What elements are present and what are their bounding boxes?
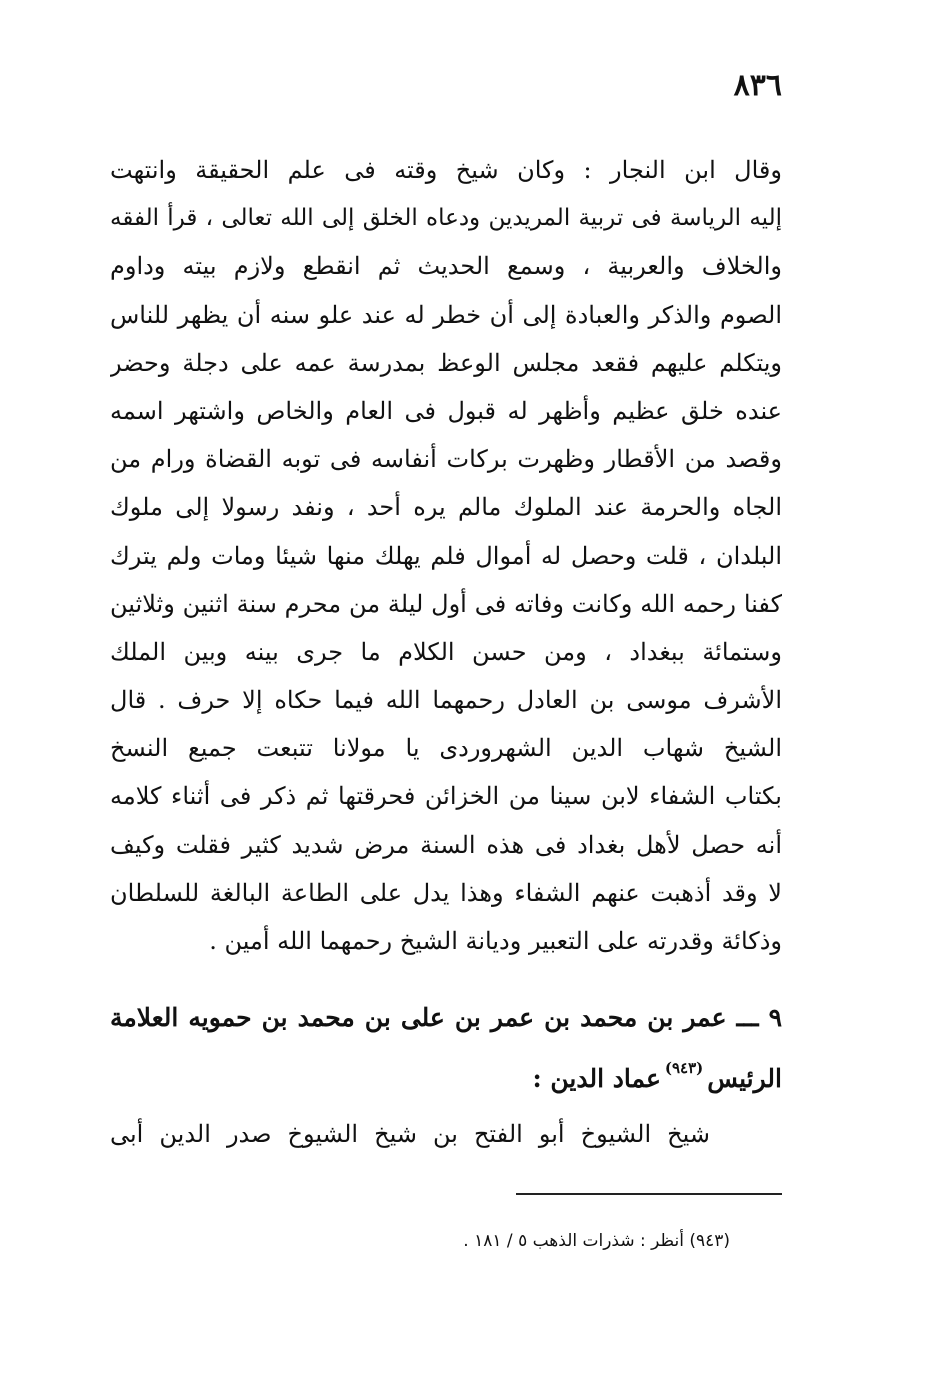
text-line: الجاه والحرمة عند الملوك مالم يره أحد ، ونفد رسولا إلى ملوك [110, 493, 782, 522]
heading-line [110, 1043, 782, 1093]
text-line: الشيخ شهاب الدين الشهروردى يا مولانا تتبعت جميع النسخ [110, 734, 782, 763]
text-line: الصوم والذكر والعبادة إلى أن خطر له عند علو سنه أن يظهر للناس [110, 300, 782, 329]
entry-text-start: شيخ الشيوخ أبو الفتح بن شيخ الشيوخ صدر الدين أبى [110, 1120, 710, 1148]
page-number: ٨٣٦ [733, 68, 782, 103]
text-line: أنه حصل لأهل بغداد فى هذه السنة مرض شديد كثير فقلت وكيف [110, 830, 782, 859]
heading-title-word: الرئيس [707, 1064, 782, 1093]
text-line: وستمائة ببغداد ، ومن حسن الكلام ما جرى بينه وبين الملك [110, 637, 782, 666]
text-line: البلدان ، قلت وحصل له أموال فلم يهلك منها شيئا ومات ولم يترك [110, 541, 782, 570]
text-line: وقصد من الأقطار وظهرت بركات أنفاسه فى توبه القضاة ورام من [110, 445, 782, 474]
heading-epithet: عماد الدين : [532, 1064, 661, 1093]
text-line: وقال ابن النجار : وكان شيخ وقته فى علم الحقيقة وانتهت [110, 156, 782, 184]
text-line: الأشرف موسى بن العادل رحمهما الله فيما حكاه إلا حرف . قال [110, 686, 782, 715]
footnote-reference[interactable]: (٩٤٣) [664, 1059, 704, 1077]
text-line: كفنا رحمه الله وكانت وفاته فى أول ليلة من محرم سنة اثنين وثلاثين [110, 589, 782, 618]
text-line: عنده خلق عظيم وأظهر له قبول فى العام والخاص واشتهر اسمه [110, 396, 782, 425]
footnote: (٩٤٣) أنظر : شذرات الذهب ٥ / ١٨١ . [463, 1231, 730, 1251]
text-line: والخلاف والعربية ، وسمع الحديث ثم انقطع ولازم بيته وداوم [110, 252, 782, 281]
text-line: ويتكلم عليهم فقعد مجلس الوعظ بمدرسة عمه على دجلة وحضر [110, 348, 782, 377]
body-paragraph [110, 146, 782, 965]
text-line: بكتاب الشفاء لابن سينا من الخزائن فحرقتها ثم ذكر فى أثناء كلامه [110, 782, 782, 811]
footnote-divider [516, 1193, 782, 1195]
text-line: إليه الرياسة فى تربية المريدين ودعاه الخلق إلى الله تعالى ، قرأ الفقه [110, 205, 782, 232]
text-line: لا وقد أذهبت عنهم الشفاء وهذا يدل على الطاعة البالغة للسلطان [110, 878, 782, 907]
heading-line: ٩ ـــ عمر بن محمد بن عمر بن على بن محمد بن حمويه العلامة [110, 1003, 782, 1032]
entry-heading [110, 993, 782, 1093]
text-line: وذكائة وقدرته على التعبير وديانة الشيخ رحمهما الله أمين . [209, 927, 782, 955]
